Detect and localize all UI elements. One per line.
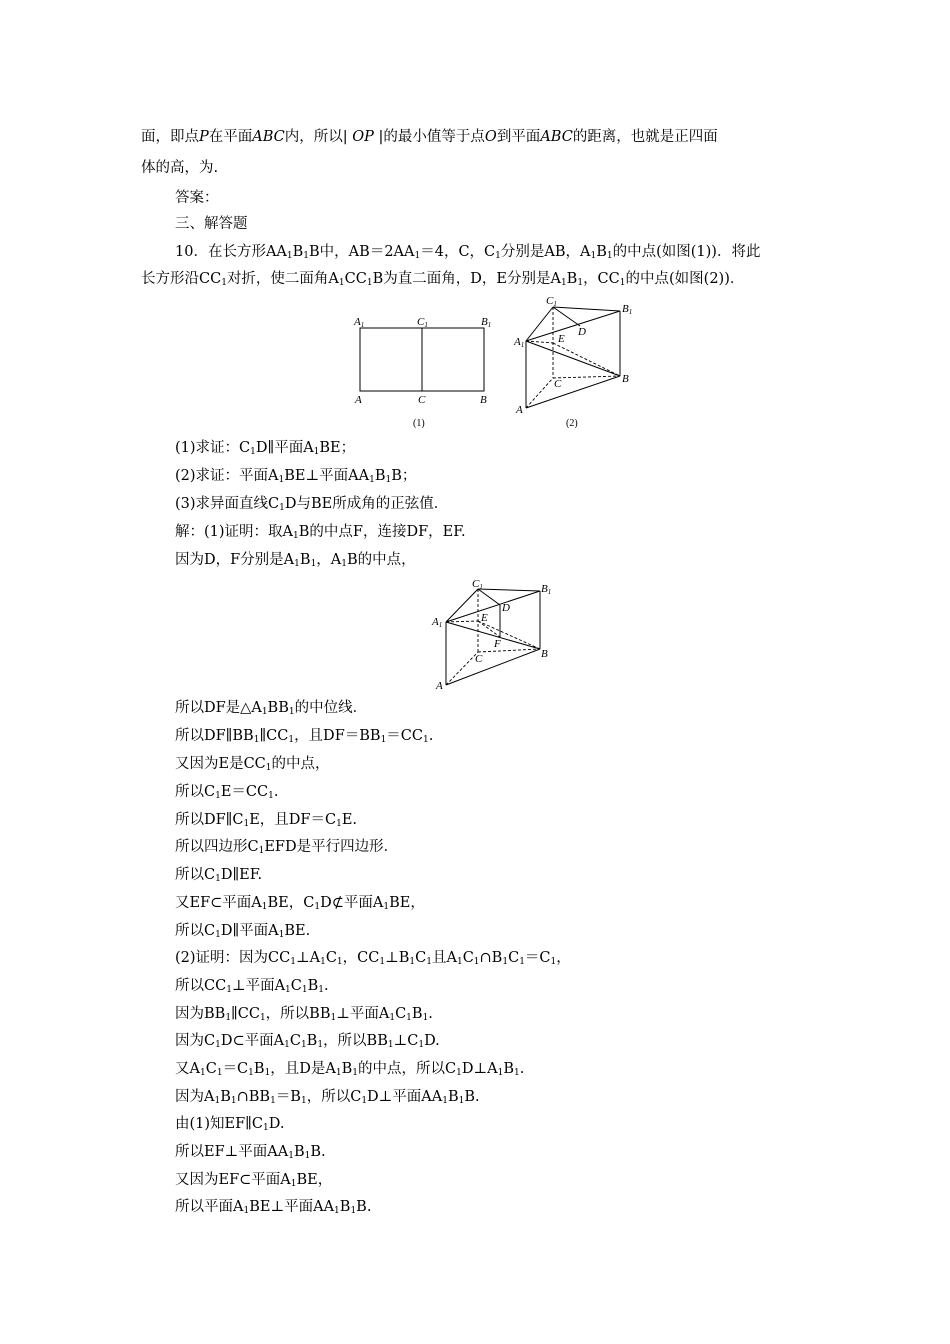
question-3: (3)求异面直线$C_1D$与BE所成角的正弦值． [175, 496, 449, 513]
solution-line-4: 所以$DF\parallel BB_1\parallel CC_1$，且$DF=BB_1=CC_1$. [175, 728, 434, 745]
solution-line-10: 又EF⊂平面$A_1BE$，$C_1D⊄$平面$A_1BE$， [175, 895, 425, 912]
solution-line-14: 因为$BB_1\parallel CC_1$，所以$BB_1\perp$平面$A_1C_1B_1$. [175, 1006, 433, 1023]
figure-1-rectangle [345, 308, 505, 433]
solution-line-12: (2)证明：因为$CC_1\perp A_1C_1$，$CC_1\perp B_1C_1$且$A_1C_1\cap B_1C_1=C_1$， [175, 950, 571, 967]
label-C1: C1 [546, 295, 557, 308]
label-F: F [494, 638, 501, 650]
label-A1: A1 [432, 616, 443, 629]
label-B1: B1 [622, 303, 633, 316]
figure-3-folded-prism-with-F [428, 577, 563, 695]
answer-label: 答案： [175, 190, 219, 206]
solution-line-13: 所以$CC_1\perp$平面$A_1C_1B_1$. [175, 978, 329, 995]
solution-line-7: 所以$DF\parallel C_1E$，且$DF=C_1E$. [175, 812, 358, 829]
solution-line-3: 所以DF是$\triangle A_1BB_1$的中位线． [175, 700, 368, 717]
question-1: (1)求证：$C_1D\parallel$平面$A_1BE$； [175, 440, 356, 457]
solution-line-11: 所以$C_1D\parallel$平面$A_1BE$. [175, 923, 311, 940]
solution-line-9: 所以$C_1D\parallel EF$. [175, 867, 263, 884]
label-A: A [355, 394, 362, 406]
solution-line-15: 因为$C_1D\subset$平面$A_1C_1B_1$，所以$BB_1\perp C_1D$. [175, 1033, 440, 1050]
solution-line-18: 由(1)知$EF\parallel C_1D$. [175, 1116, 285, 1133]
label-C: C [418, 394, 426, 406]
section-heading: 三、解答题 [175, 216, 248, 232]
label-D: D [502, 602, 510, 614]
label-C: C [554, 378, 562, 390]
solution-line-2: 因为D，F分别是$A_1B_1$，$A_1B$的中点， [175, 552, 416, 569]
question-2: (2)求证：平面$A_1BE\perp$平面$AA_1B_1B$； [175, 468, 417, 485]
solution-line-16: 又$A_1C_1=C_1B_1$，且D是$A_1B_1$的中点，所以$C_1D\perp A_1B_1$. [175, 1061, 525, 1078]
solution-line-19: 所以EF⊥平面$AA_1B_1B$. [175, 1144, 326, 1161]
text-line-2: 体的高，为. [141, 160, 219, 176]
label-A: A [516, 404, 523, 416]
label-B1: B1 [541, 583, 552, 596]
solution-line-20: 又因为EF⊂平面$A_1BE$， [175, 1172, 333, 1189]
solution-line-8: 所以四边形$C_1EFD$是平行四边形． [175, 839, 399, 856]
label-E: E [558, 333, 565, 345]
label-B: B [480, 394, 487, 406]
label-E: E [481, 612, 488, 624]
problem-line-2: 长方形沿$CC_1$对折，使二面角$A_1CC_1B$为直二面角，D，E分别是$A_1B_1$，$CC_1$的中点(如图(2))． [141, 271, 745, 288]
solution-line-1: 解：(1)证明：取$A_1B$的中点F，连接DF，EF. [175, 524, 466, 541]
figure-1-caption: (1) [413, 418, 425, 429]
label-C1: C1 [417, 316, 428, 329]
label-A: A [436, 680, 443, 692]
label-D: D [578, 326, 586, 338]
solution-line-21: 所以平面$A_1BE\perp$平面$AA_1B_1B$. [175, 1199, 372, 1216]
label-B1: B1 [481, 316, 492, 329]
text-line-1: 面，即点P在平面ABC内，所以| OP |的最小值等于点O到平面ABC的距离，也就是正四面 [141, 129, 718, 145]
solution-line-5: 又因为E是$CC_1$的中点， [175, 756, 330, 773]
figure-2-folded-prism [508, 293, 648, 433]
solution-line-17: 因为$A_1B_1\cap BB_1=B_1$，所以$C_1D\perp$平面$AA_1B_1B$. [175, 1089, 480, 1106]
label-B: B [622, 373, 629, 385]
label-A1: A1 [514, 336, 525, 349]
label-B: B [541, 648, 548, 660]
label-C: C [475, 653, 483, 665]
problem-line-1: 10．在长方形$AA_1B_1B$中，$AB=2AA_1=4$，C，$C_1$分别是AB，$A_1B_1$的中点(如图(1))．将此 [175, 244, 761, 261]
label-C1: C1 [472, 578, 483, 591]
solution-line-6: 所以$C_1E=CC_1$. [175, 784, 279, 801]
figure-2-caption: (2) [566, 418, 578, 429]
label-A1: A1 [354, 316, 365, 329]
